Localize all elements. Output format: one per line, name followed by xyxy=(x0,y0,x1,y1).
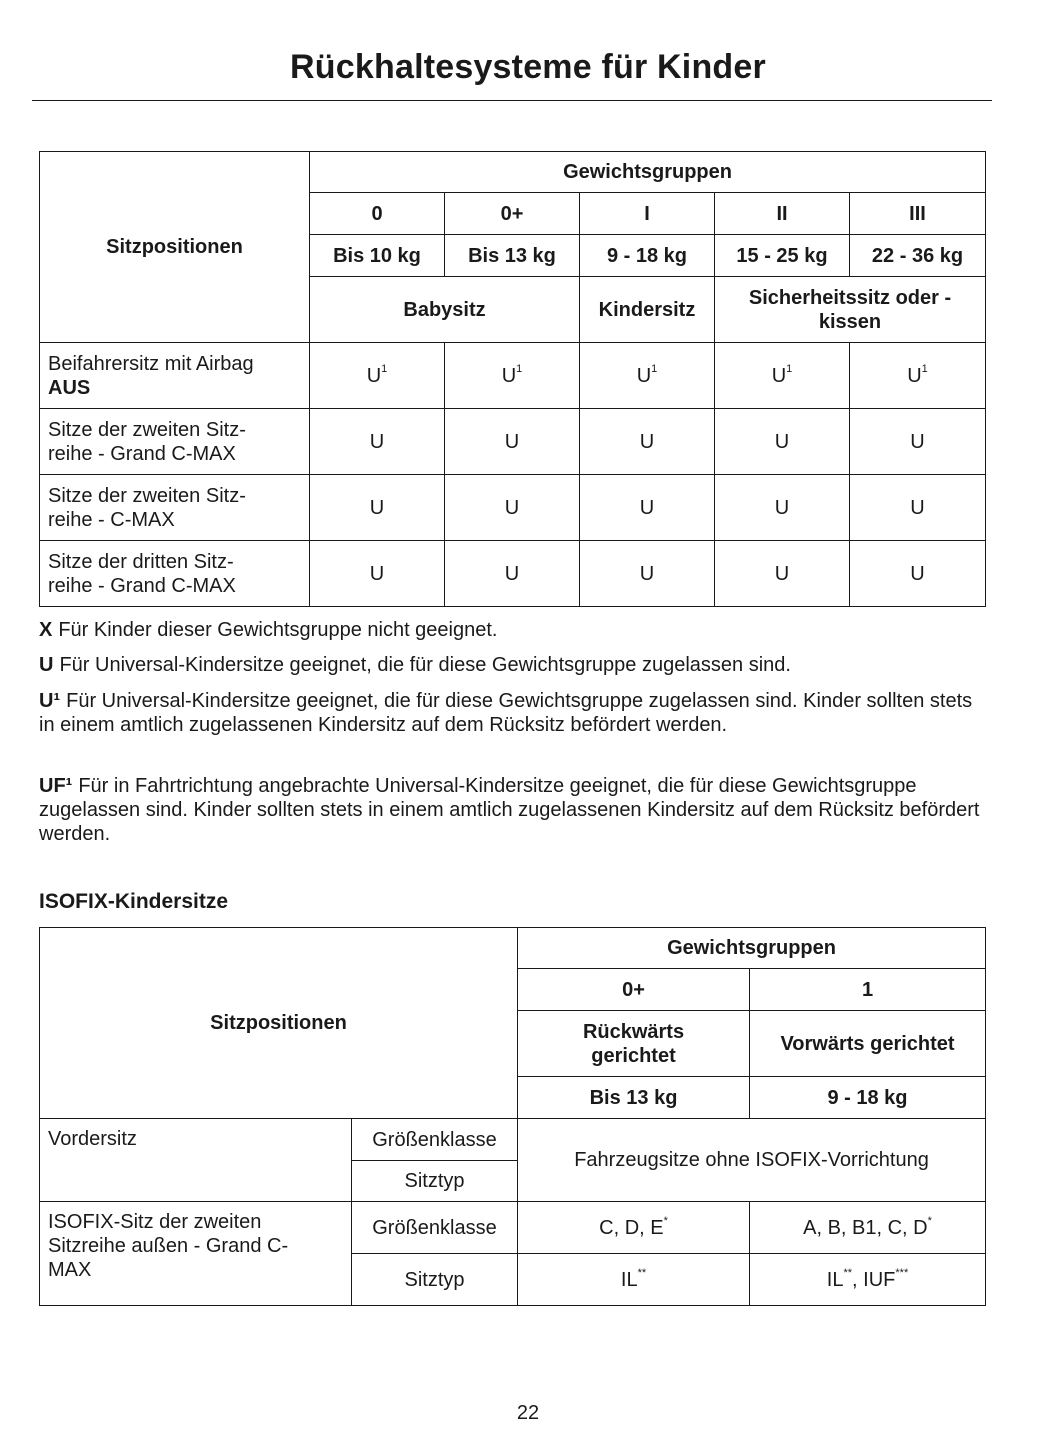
row-label xyxy=(40,409,310,475)
header-sitzpositionen: Sitzpositionen xyxy=(40,152,310,343)
direction-line: gerichtet xyxy=(591,1044,676,1067)
weight-label: 9 - 18 kg xyxy=(750,1077,986,1119)
cell-value: IL xyxy=(826,1268,844,1291)
weight-label: Bis 13 kg xyxy=(518,1077,750,1119)
page-title: Rückhaltesysteme für Kinder xyxy=(290,48,766,86)
cell-footnote: ** xyxy=(843,1266,853,1279)
table-row xyxy=(40,475,986,541)
legend-x xyxy=(39,618,989,642)
title-rule xyxy=(32,100,992,101)
row-label-line: Sitzreihe außen - Grand C- xyxy=(48,1235,289,1257)
legend-u xyxy=(39,653,989,677)
table-cell: U xyxy=(850,475,986,541)
table-cell: U xyxy=(850,409,986,475)
legend-key: UF¹ xyxy=(39,775,73,797)
row-label-line: Sitze der zweiten Sitz- xyxy=(48,418,246,441)
cell-value: U xyxy=(907,364,922,387)
cell-value: U xyxy=(636,364,652,387)
table-cell: U xyxy=(580,409,715,475)
legend-text: Für in Fahrtrichtung angebrachte Universal-Kindersitze geeignet, die für diese Gewichtsgruppe zugelassen sind. Kinder sollten stets in einem amtlich zugelassenen Kindersitz auf dem Rücksitz befördert werden. xyxy=(39,775,980,845)
table-cell xyxy=(310,343,445,409)
cell-value: C, D, E xyxy=(599,1216,664,1239)
legend-uf1 xyxy=(39,774,989,846)
table-cell xyxy=(715,343,850,409)
table-cell xyxy=(750,1254,986,1306)
row-label-line: reihe - Grand C-MAX xyxy=(48,442,236,465)
cell-footnote: *** xyxy=(895,1266,909,1279)
row-label-line: ISOFIX-Sitz der zweiten xyxy=(48,1211,262,1233)
cell-footnote: 1 xyxy=(786,362,793,375)
direction-label xyxy=(518,1011,750,1077)
weight-label: 15 - 25 kg xyxy=(715,235,850,277)
table-cell: U xyxy=(445,409,580,475)
cell-footnote: 1 xyxy=(516,362,523,375)
table-cell: U xyxy=(310,541,445,607)
group-label: 0+ xyxy=(518,969,750,1011)
table-cell: U xyxy=(310,409,445,475)
seat-type-label: Sitztyp xyxy=(352,1254,518,1306)
size-class-label: Größenklasse xyxy=(352,1202,518,1254)
cell-value: IL xyxy=(620,1268,638,1291)
isofix-table xyxy=(39,927,986,1306)
row-label xyxy=(40,475,310,541)
table-cell: U xyxy=(445,541,580,607)
legend-key: U¹ xyxy=(39,690,61,712)
legend-text: Für Kinder dieser Gewichtsgruppe nicht geeignet. xyxy=(58,619,498,641)
row-label: Vordersitz xyxy=(40,1119,352,1202)
row-label-line: Beifahrersitz mit Airbag xyxy=(48,352,254,375)
type-sicherheitssitz: Sicherheitssitz oder -kissen xyxy=(715,277,986,343)
no-isofix-note: Fahrzeugsitze ohne ISOFIX-Vorrichtung xyxy=(518,1119,986,1202)
header-sitzpositionen: Sitzpositionen xyxy=(40,928,518,1119)
row-label-line: reihe - Grand C-MAX xyxy=(48,574,236,597)
table-row xyxy=(40,409,986,475)
table-cell xyxy=(445,343,580,409)
size-class-label: Größenklasse xyxy=(352,1119,518,1161)
type-babysitz: Babysitz xyxy=(310,277,580,343)
group-label: I xyxy=(580,193,715,235)
cell-footnote: 1 xyxy=(381,362,388,375)
table-cell: U xyxy=(850,541,986,607)
legend-key: U xyxy=(39,654,54,676)
cell-footnote: 1 xyxy=(921,362,928,375)
cell-footnote: * xyxy=(663,1214,668,1227)
legend-text: Für Universal-Kindersitze geeignet, die für diese Gewichtsgruppe zugelassen sind. xyxy=(59,654,791,676)
row-label-line: AUS xyxy=(48,376,91,399)
weight-groups-table xyxy=(39,151,986,607)
group-label: II xyxy=(715,193,850,235)
cell-footnote: * xyxy=(927,1214,932,1227)
seat-type-label: Sitztyp xyxy=(352,1161,518,1202)
header-gewichtsgruppen: Gewichtsgruppen xyxy=(310,152,986,193)
table-cell: U xyxy=(310,475,445,541)
direction-label: Vorwärts gerichtet xyxy=(750,1011,986,1077)
table-row xyxy=(40,541,986,607)
table-cell xyxy=(580,343,715,409)
cell-value: U xyxy=(501,364,517,387)
weight-label: Bis 10 kg xyxy=(310,235,445,277)
weight-label: 9 - 18 kg xyxy=(580,235,715,277)
row-label-line: Sitze der dritten Sitz- xyxy=(48,550,234,573)
header-gewichtsgruppen: Gewichtsgruppen xyxy=(518,928,986,969)
row-label xyxy=(40,1202,352,1306)
type-kindersitz: Kindersitz xyxy=(580,277,715,343)
legend-text: Für Universal-Kindersitze geeignet, die für diese Gewichtsgruppe zugelassen sind. Kinder sollten stets in einem amtlich zugelassenen Kindersitz auf dem Rücksitz befördert werden. xyxy=(39,690,973,736)
row-label xyxy=(40,541,310,607)
weight-label: Bis 13 kg xyxy=(445,235,580,277)
legend-key: X xyxy=(39,619,53,641)
cell-value: U xyxy=(366,364,382,387)
direction-line: Rückwärts xyxy=(582,1020,685,1043)
table-cell: U xyxy=(715,475,850,541)
row-label-line: Sitze der zweiten Sitz- xyxy=(48,484,246,507)
cell-value: U xyxy=(771,364,787,387)
table-cell xyxy=(518,1254,750,1306)
group-label: 0 xyxy=(310,193,445,235)
isofix-heading: ISOFIX-Kindersitze xyxy=(39,890,229,913)
cell-footnote: ** xyxy=(637,1266,647,1279)
table-row xyxy=(40,343,986,409)
table-cell: U xyxy=(715,409,850,475)
table-cell: U xyxy=(715,541,850,607)
weight-label: 22 - 36 kg xyxy=(850,235,986,277)
row-label xyxy=(40,343,310,409)
table-cell: U xyxy=(445,475,580,541)
table-cell xyxy=(518,1202,750,1254)
row-label-line: MAX xyxy=(48,1259,92,1281)
cell-footnote: 1 xyxy=(651,362,658,375)
cell-value: , IUF xyxy=(852,1268,896,1291)
page-number: 22 xyxy=(516,1402,540,1424)
row-label-line: reihe - C-MAX xyxy=(48,508,175,531)
legend-u1 xyxy=(39,689,989,737)
table-cell: U xyxy=(580,475,715,541)
group-label: 1 xyxy=(750,969,986,1011)
group-label: III xyxy=(850,193,986,235)
table-cell xyxy=(850,343,986,409)
group-label: 0+ xyxy=(445,193,580,235)
table-cell xyxy=(750,1202,986,1254)
cell-value: A, B, B1, C, D xyxy=(803,1216,928,1239)
table-cell: U xyxy=(580,541,715,607)
